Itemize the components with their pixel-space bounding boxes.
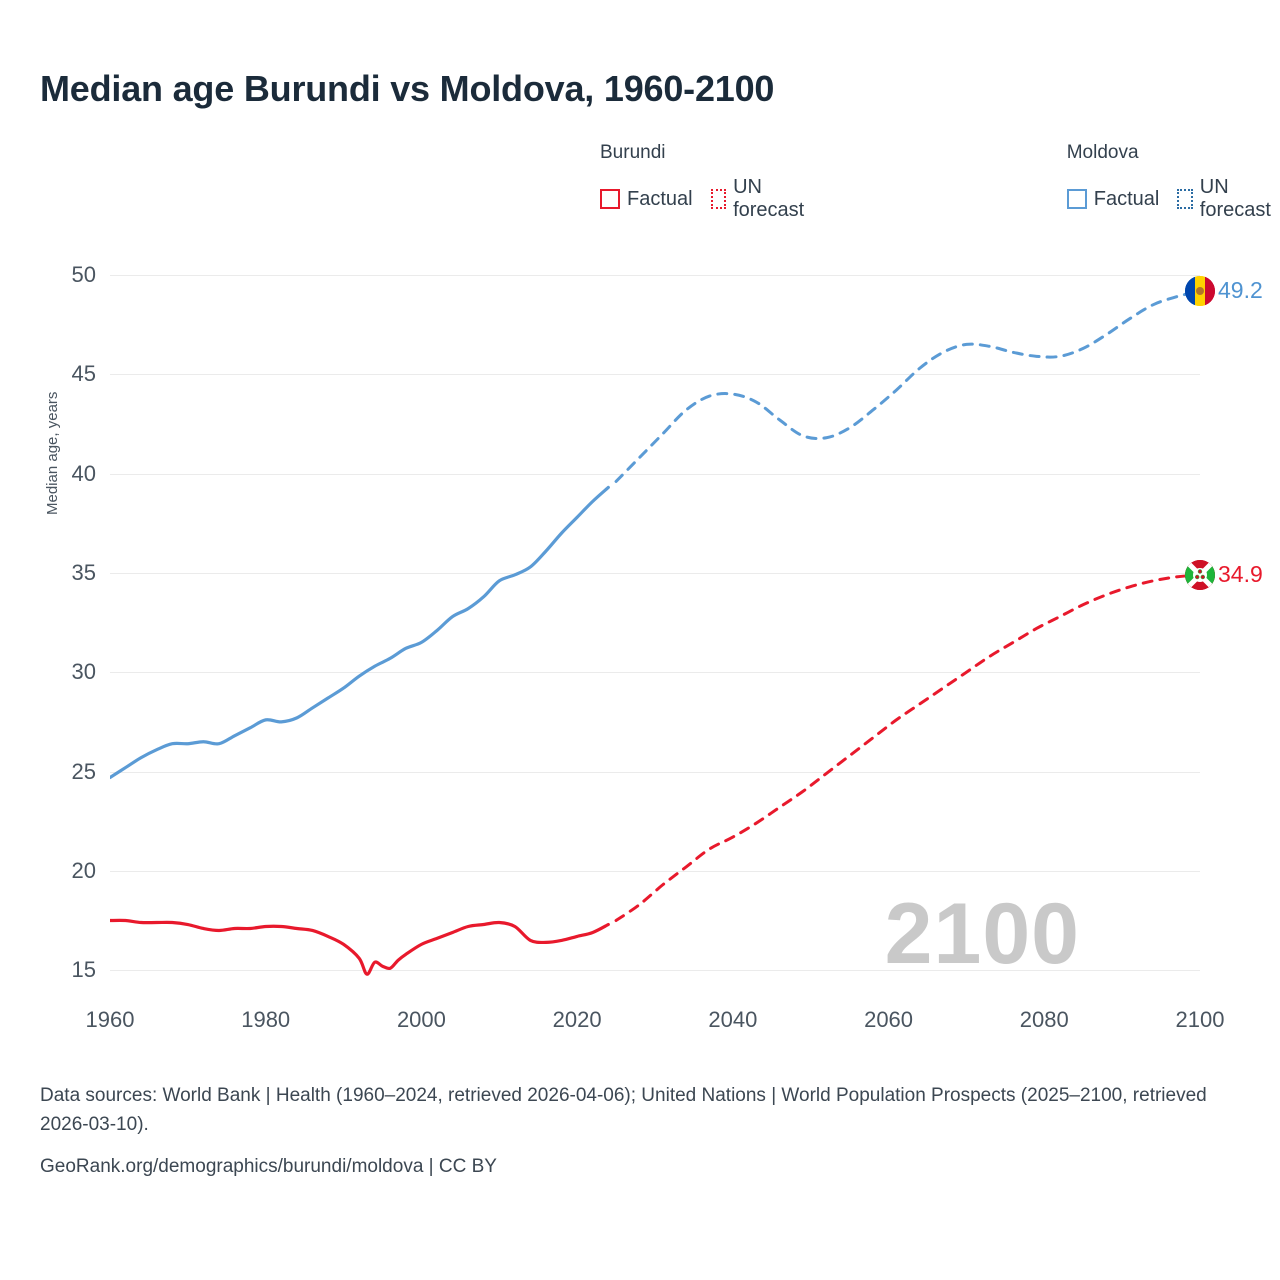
legend-item-burundi-forecast[interactable] bbox=[711, 176, 809, 222]
series-line bbox=[616, 575, 1200, 921]
footer bbox=[40, 1082, 1220, 1182]
legend-swatch-dotted-icon bbox=[1177, 189, 1192, 209]
series-line bbox=[616, 291, 1200, 482]
legend-group-moldova bbox=[1067, 142, 1280, 222]
footer-sources: Data sources: World Bank | Health (1960–2024, retrieved 2026-04-06); United Nations | World Population Prospects (2025–2100, retrieved 2026-03-10). bbox=[40, 1085, 1207, 1135]
y-tick-label: 15 bbox=[71, 957, 96, 983]
x-tick-label: 2020 bbox=[552, 1007, 602, 1032]
year-watermark: 2100 bbox=[884, 886, 1080, 982]
x-tick-label: 2000 bbox=[396, 1007, 446, 1032]
x-tick-label: 1980 bbox=[241, 1007, 291, 1032]
y-tick-label: 25 bbox=[71, 758, 96, 784]
moldova-end-value: 49.2 bbox=[1218, 276, 1263, 303]
legend-group-title: Moldova bbox=[1066, 142, 1139, 163]
legend-label: UN forecast bbox=[733, 176, 805, 221]
series-line bbox=[110, 920, 608, 974]
burundi-end-value: 34.9 bbox=[1218, 560, 1263, 587]
legend-group-burundi bbox=[600, 142, 827, 222]
y-tick-label: 20 bbox=[71, 857, 96, 883]
legend-item-moldova-forecast[interactable] bbox=[1177, 176, 1275, 222]
plot-area bbox=[71, 255, 1263, 1032]
x-tick-label: 2100 bbox=[1175, 1007, 1225, 1032]
legend-swatch-dotted-icon bbox=[711, 189, 726, 209]
burundi-flag-icon bbox=[1185, 560, 1215, 590]
series-lines bbox=[110, 255, 1200, 1000]
legend-swatch-solid-icon bbox=[1067, 189, 1087, 209]
legend-item-burundi-factual[interactable] bbox=[600, 188, 693, 211]
legend-group-title: Burundi bbox=[600, 142, 666, 163]
y-axis-label: Median age, years bbox=[44, 391, 61, 515]
legend-label: UN forecast bbox=[1199, 176, 1271, 221]
legend-label: Factual bbox=[1093, 187, 1160, 210]
y-tick-label: 35 bbox=[71, 559, 96, 585]
x-tick-label: 2040 bbox=[708, 1007, 758, 1032]
page-title: Median age Burundi vs Moldova, 1960-2100 bbox=[40, 68, 775, 109]
legend-swatch-solid-icon bbox=[600, 189, 620, 209]
series-line bbox=[110, 487, 608, 777]
moldova-flag-icon bbox=[1185, 276, 1215, 306]
y-tick-label: 30 bbox=[71, 659, 96, 685]
legend-item-moldova-factual[interactable] bbox=[1067, 188, 1160, 211]
y-tick-label: 40 bbox=[71, 460, 96, 486]
y-tick-label: 45 bbox=[71, 361, 96, 387]
y-tick-label: 50 bbox=[71, 261, 96, 287]
x-tick-label: 2080 bbox=[1019, 1007, 1069, 1032]
x-tick-label: 2060 bbox=[864, 1007, 914, 1032]
footer-attribution: GeoRank.org/demographics/burundi/moldova | CC BY bbox=[40, 1156, 497, 1177]
x-tick-label: 1960 bbox=[85, 1007, 135, 1032]
chart-legend bbox=[590, 142, 1271, 222]
legend-label: Factual bbox=[627, 187, 693, 210]
